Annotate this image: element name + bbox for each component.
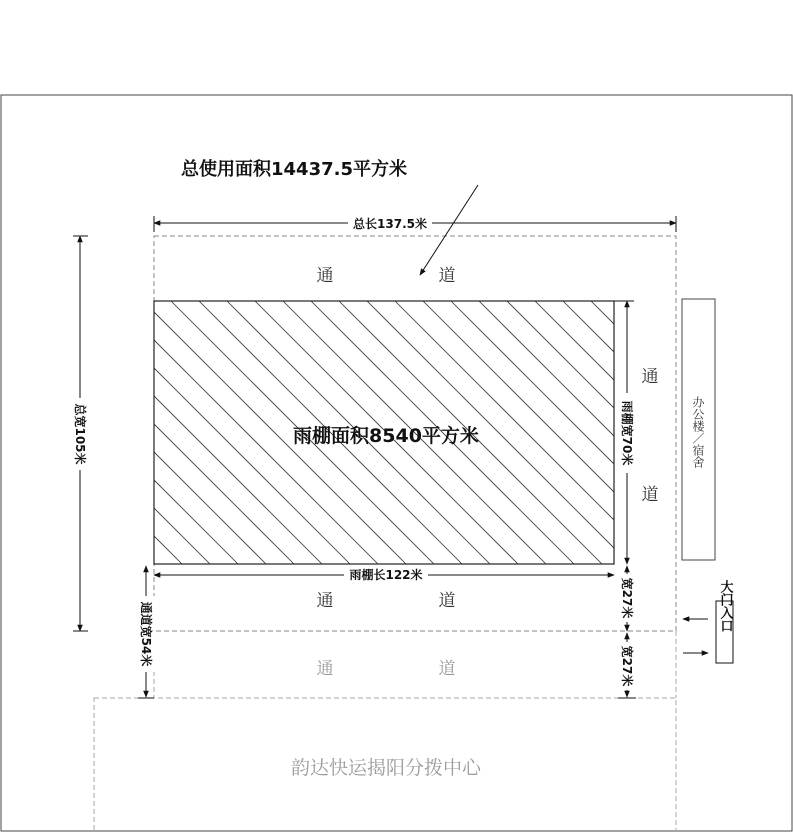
sorting-center-label: 韵达快运揭阳分拨中心 — [290, 757, 482, 779]
hatch-line — [703, 301, 793, 564]
hatch-line — [59, 301, 322, 564]
road-width-label-lower: 宽27米 — [620, 645, 634, 687]
road-label-top-2: 道 — [438, 266, 456, 286]
office-label: 办公楼／宿舍 — [691, 396, 705, 468]
hatch-line — [0, 301, 210, 564]
hatch-line — [535, 301, 793, 564]
outer-frame — [1, 95, 792, 831]
total-length-label: 总长137.5米 — [353, 217, 427, 231]
hatch-line — [731, 301, 793, 564]
shed-length-label: 雨棚长122米 — [349, 568, 423, 582]
hatch-line — [647, 301, 793, 564]
road-label-bottom-1: 通 — [316, 591, 334, 611]
road-width-label-upper: 宽27米 — [620, 577, 634, 619]
hatch-line — [3, 301, 266, 564]
total-width-label: 总宽105米 — [73, 403, 87, 465]
total-area-label: 总使用面积14437.5平方米 — [181, 159, 407, 180]
left-road-width-label: 通道宽54米 — [139, 601, 153, 667]
shed-width-label: 雨棚宽70米 — [620, 400, 634, 466]
hatch-line — [451, 301, 714, 564]
road-label-bottom-2: 道 — [438, 591, 456, 611]
road-label-lower-1: 通 — [316, 659, 334, 679]
road-label-right-2: 道 — [641, 485, 659, 505]
hatch-line — [0, 301, 238, 564]
hatch-line — [31, 301, 294, 564]
road-label-top-1: 通 — [316, 266, 334, 286]
shed-area-label: 雨棚面积8540平方米 — [293, 425, 479, 447]
hatch-line — [563, 301, 793, 564]
hatch-line — [507, 301, 770, 564]
hatch-line — [759, 301, 793, 564]
gate-label: 大门入口 — [717, 580, 733, 632]
road-label-right-1: 通 — [641, 367, 659, 387]
road-label-lower-2: 道 — [438, 659, 456, 679]
